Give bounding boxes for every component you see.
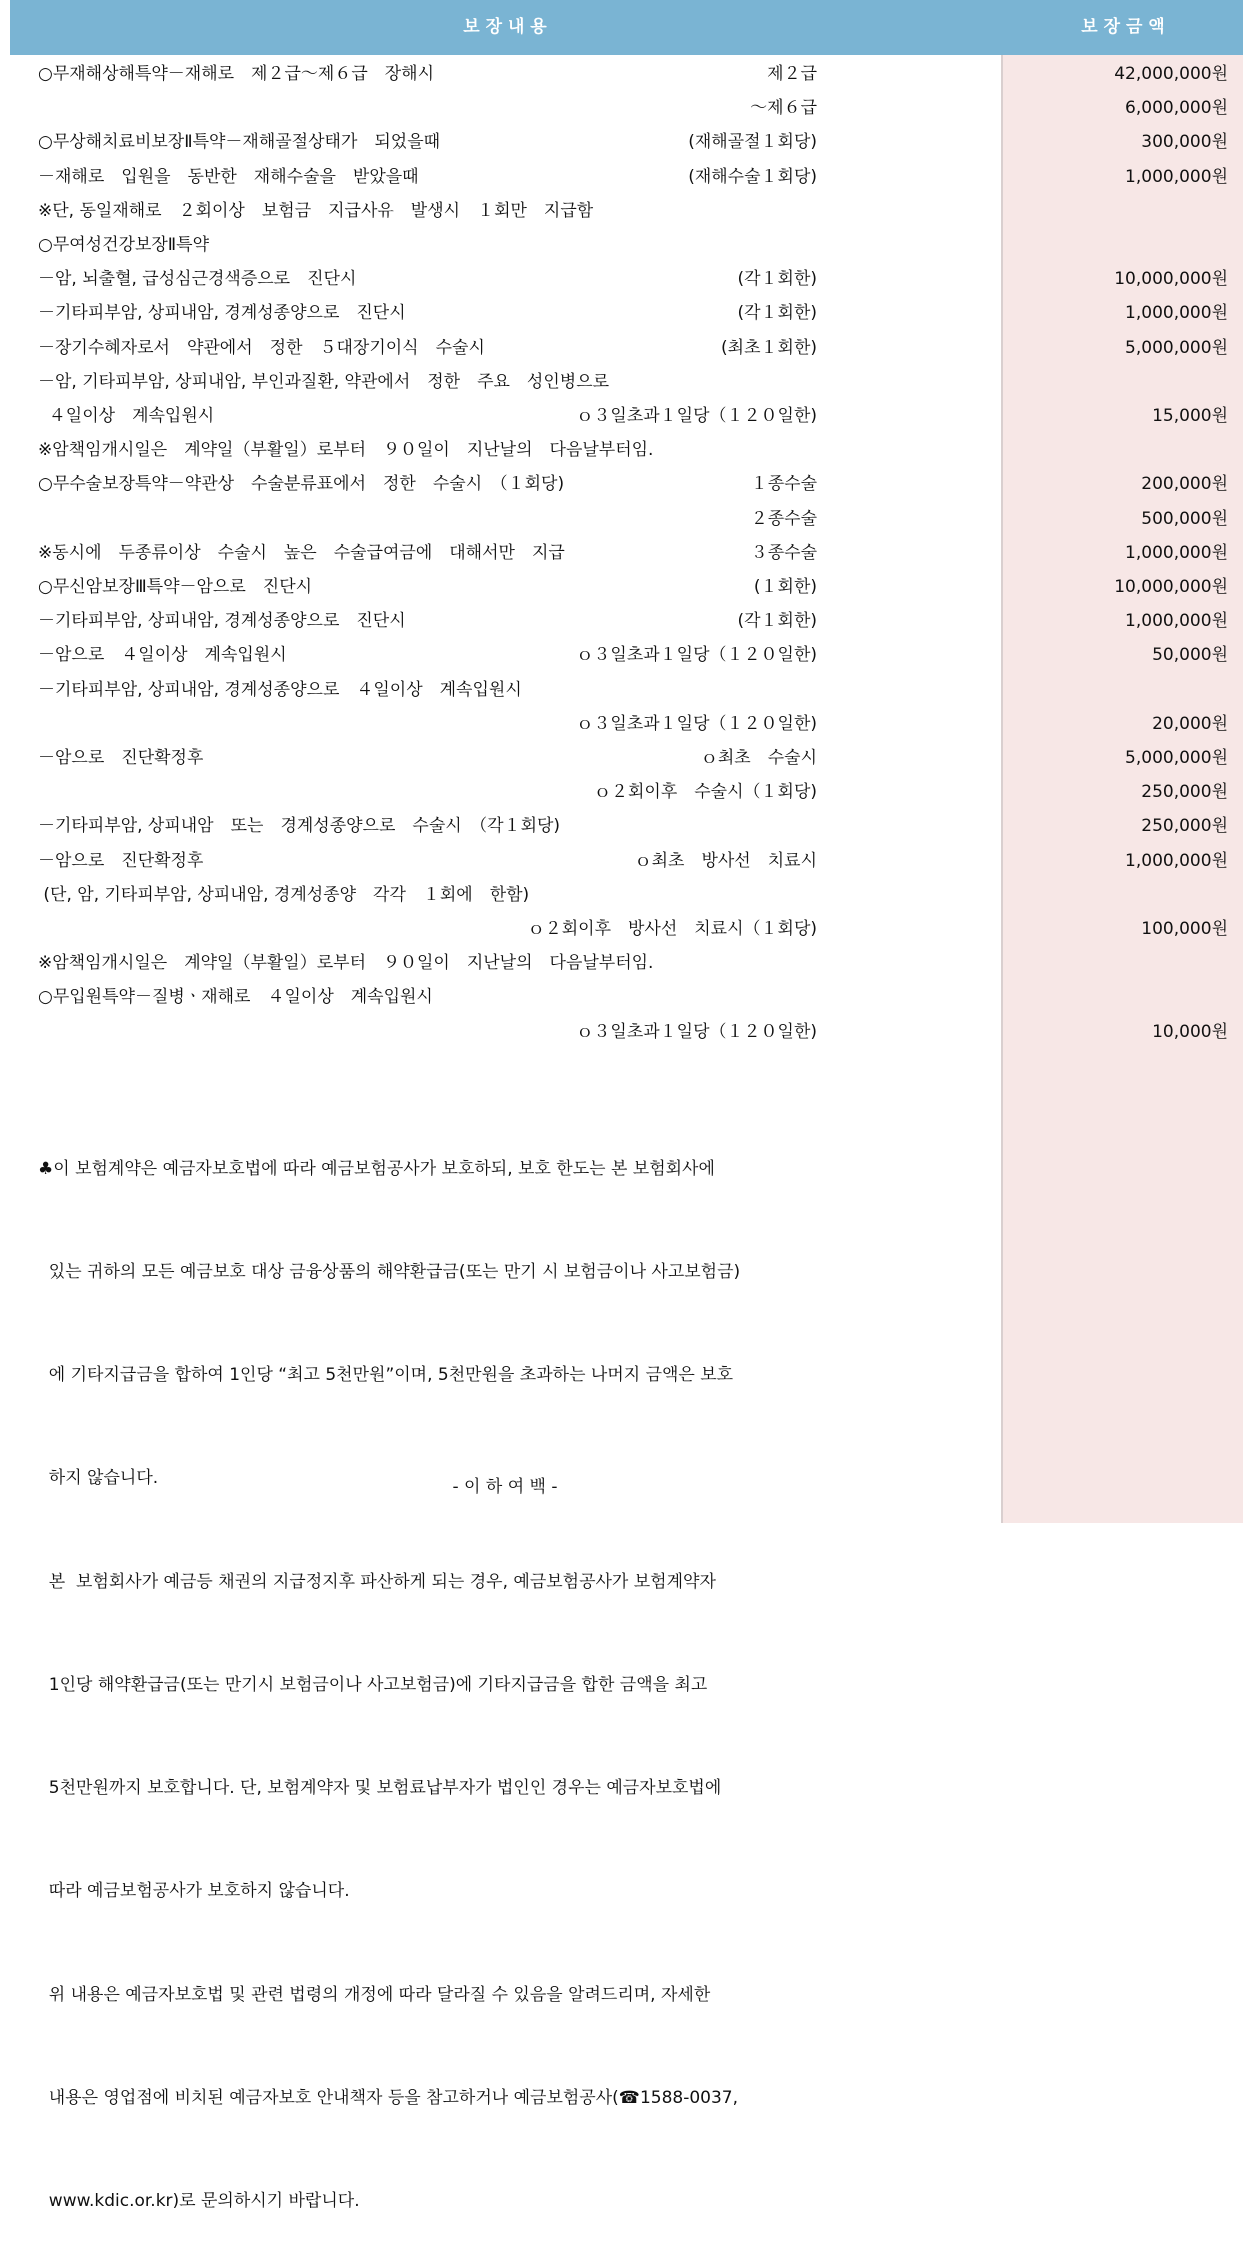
coverage-description: －암으로 진단확정후 xyxy=(38,850,204,871)
coverage-amount: 100,000원 xyxy=(1141,919,1228,939)
coverage-amount: 6,000,000원 xyxy=(1125,98,1228,119)
notice-line: 하지 않습니다. xyxy=(38,1468,159,1489)
coverage-amount-header: 보 장 금 액 xyxy=(1081,17,1165,37)
coverage-description: －재해로 입원을 동반한 재해수술을 받았을때 xyxy=(38,166,419,187)
coverage-amount: 1,000,000원 xyxy=(1125,542,1228,563)
table-row xyxy=(0,91,1243,125)
coverage-amount: 50,000원 xyxy=(1152,645,1228,666)
coverage-condition: ｏ최초 수술시 xyxy=(700,748,817,768)
coverage-amount: 250,000원 xyxy=(1141,816,1228,837)
table-row xyxy=(0,673,1243,707)
coverage-condition: １종수술 xyxy=(750,474,817,495)
coverage-condition: ２종수술 xyxy=(750,508,817,529)
table-row xyxy=(0,604,1243,638)
coverage-description: ○무입원특약－질병ㆍ재해로 ４일이상 계속입원시 xyxy=(38,987,433,1008)
table-row xyxy=(0,125,1243,159)
table-row xyxy=(0,228,1243,262)
table-row xyxy=(0,570,1243,604)
coverage-description: －기타피부암, 상피내암 또는 경계성종양으로 수술시 （각１회당) xyxy=(38,816,561,837)
notice-line: www.kdic.or.kr)로 문의하시기 바랍니다. xyxy=(38,2191,360,2211)
coverage-description: ※암책임개시일은 계약일（부활일）로부터 ９０일이 지난날의 다음날부터임. xyxy=(38,953,654,974)
coverage-content-header: 보 장 내 용 xyxy=(463,17,547,37)
coverage-amount: 20,000원 xyxy=(1152,713,1228,734)
table-row xyxy=(0,433,1243,467)
table-row xyxy=(0,296,1243,330)
deposit-protection-notice xyxy=(38,1083,978,2253)
coverage-description: －암, 뇌출혈, 급성심근경색증으로 진단시 xyxy=(38,269,357,290)
coverage-description: －기타피부암, 상피내암, 경계성종양으로 진단시 xyxy=(38,303,406,324)
coverage-amount: 5,000,000원 xyxy=(1125,337,1228,358)
notice-line: 본 보험회사가 예금등 채권의 지급정지후 파산하게 되는 경우, 예금보험공사가 보험계약자 xyxy=(38,1571,716,1592)
coverage-condition: ｏ３일초과１일당（１２０일한) xyxy=(576,1021,817,1042)
coverage-amount: 10,000원 xyxy=(1152,1021,1228,1042)
coverage-condition: (재해수술１회당) xyxy=(688,166,817,187)
table-row xyxy=(0,467,1243,501)
notice-line: 있는 귀하의 모든 예금보호 대상 금융상품의 해약환급금(또는 만기 시 보험금이나 사고보험금) xyxy=(38,1262,741,1283)
coverage-description: －암으로 ４일이상 계속입원시 xyxy=(38,645,287,666)
coverage-condition: ｏ２회이후 수술시（１회당) xyxy=(593,782,817,803)
table-row xyxy=(0,536,1243,570)
table-row xyxy=(0,809,1243,843)
notice-line: 5천만원까지 보호합니다. 단, 보험계약자 및 보험료납부자가 법인인 경우는 예금자보호법에 xyxy=(38,1778,722,1799)
coverage-description: ○무수술보장특약－약관상 수술분류표에서 정한 수술시 （１회당) xyxy=(38,474,565,495)
coverage-amount: 10,000,000원 xyxy=(1114,269,1228,290)
coverage-condition: ｏ３일초과１일당（１２０일한) xyxy=(576,645,817,666)
coverage-amount: 15,000원 xyxy=(1152,406,1228,426)
coverage-amount: 1,000,000원 xyxy=(1125,166,1228,187)
table-row xyxy=(0,707,1243,741)
coverage-condition: (재해골절１회당) xyxy=(688,132,817,153)
table-row xyxy=(0,775,1243,809)
table-row xyxy=(0,194,1243,228)
notice-line: ♣이 보험계약은 예금자보호법에 따라 예금보험공사가 보호하되, 보호 한도는 본 보험회사에 xyxy=(38,1158,715,1179)
coverage-condition: ～제６급 xyxy=(750,98,817,119)
table-row xyxy=(0,638,1243,672)
notice-line: 1인당 해약환급금(또는 만기시 보험금이나 사고보험금)에 기타지급금을 합한 금액을 최고 xyxy=(38,1674,708,1695)
coverage-amount: 1,000,000원 xyxy=(1125,611,1228,632)
table-row xyxy=(0,399,1243,433)
coverage-description: ○무여성건강보장Ⅱ특약 xyxy=(38,235,209,255)
coverage-condition: ３종수술 xyxy=(750,542,817,563)
notice-line: 따라 예금보험공사가 보호하지 않습니다. xyxy=(38,1881,350,1902)
coverage-condition: (각１회한) xyxy=(737,303,817,324)
coverage-description: －기타피부암, 상피내암, 경계성종양으로 진단시 xyxy=(38,611,406,632)
coverage-description: ※암책임개시일은 계약일（부활일）로부터 ９０일이 지난날의 다음날부터임. xyxy=(38,440,654,461)
coverage-amount: 5,000,000원 xyxy=(1125,748,1228,768)
table-row xyxy=(0,262,1243,296)
coverage-description: ○무상해치료비보장Ⅱ특약－재해골절상태가 되었을때 xyxy=(38,132,441,153)
coverage-condition: ｏ최초 방사선 치료시 xyxy=(634,850,817,871)
table-row xyxy=(0,331,1243,365)
coverage-condition: (각１회한) xyxy=(737,611,817,632)
notice-line: 위 내용은 예금자보호법 및 관련 법령의 개정에 따라 달라질 수 있음을 알려드리며, 자세한 xyxy=(38,1984,711,2005)
coverage-description: －암으로 진단확정후 xyxy=(38,748,204,768)
coverage-amount: 1,000,000원 xyxy=(1125,850,1228,871)
coverage-amount: 1,000,000원 xyxy=(1125,303,1228,324)
coverage-description: ※동시에 두종류이상 수술시 높은 수술급여금에 대해서만 지급 xyxy=(38,542,565,563)
coverage-description: ○무재해상해특약－재해로 제２급～제６급 장해시 xyxy=(38,64,435,84)
table-row xyxy=(0,878,1243,912)
coverage-condition: ｏ３일초과１일당（１２０일한) xyxy=(576,713,817,734)
notice-line: 내용은 영업점에 비치된 예금자보호 안내책자 등을 참고하거나 예금보험공사(☎1588-0037, xyxy=(38,2087,739,2108)
coverage-description: －장기수혜자로서 약관에서 정한 ５대장기이식 수술시 xyxy=(38,337,485,358)
coverage-condition: (각１회한) xyxy=(737,269,817,290)
notice-line: 에 기타지급금을 합하여 1인당 “최고 5천만원”이며, 5천만원을 초과하는 나머지 금액은 보호 xyxy=(38,1365,734,1386)
table-row xyxy=(0,365,1243,399)
table-row xyxy=(0,912,1243,946)
coverage-amount: 250,000원 xyxy=(1141,782,1228,803)
table-header xyxy=(10,0,1243,55)
coverage-amount: 200,000원 xyxy=(1141,474,1228,495)
coverage-description: ※단, 동일재해로 ２회이상 보험금 지급사유 발생시 １회만 지급함 xyxy=(38,200,594,221)
coverage-description: ○무신암보장Ⅲ특약－암으로 진단시 xyxy=(38,577,313,597)
coverage-condition: ｏ３일초과１일당（１２０일한) xyxy=(576,406,817,426)
table-row xyxy=(0,946,1243,980)
end-of-text-mark: - 이 하 여 백 - xyxy=(452,1477,558,1497)
coverage-condition: ｏ２회이후 방사선 치료시（１회당) xyxy=(527,919,817,939)
coverage-amount: 10,000,000원 xyxy=(1114,577,1228,597)
coverage-description: －기타피부암, 상피내암, 경계성종양으로 ４일이상 계속입원시 xyxy=(38,679,522,700)
coverage-amount: 300,000원 xyxy=(1141,132,1228,153)
coverage-condition: 제２급 xyxy=(767,64,817,84)
coverage-description: －암, 기타피부암, 상피내암, 부인과질환, 약관에서 정한 주요 성인병으로 xyxy=(38,371,610,392)
coverage-condition: (최초１회한) xyxy=(721,337,817,358)
table-row xyxy=(0,1015,1243,1049)
coverage-description: (단, 암, 기타피부암, 상피내암, 경계성종양 각각 １회에 한함) xyxy=(38,884,530,905)
coverage-amount: 500,000원 xyxy=(1141,508,1228,529)
table-row xyxy=(0,980,1243,1014)
table-row xyxy=(0,844,1243,878)
table-row xyxy=(0,160,1243,194)
table-row xyxy=(0,57,1243,91)
table-row xyxy=(0,741,1243,775)
coverage-description: ４일이상 계속입원시 xyxy=(38,406,215,426)
coverage-condition: (１회한) xyxy=(753,577,817,597)
coverage-amount: 42,000,000원 xyxy=(1114,64,1228,84)
table-row xyxy=(0,502,1243,536)
